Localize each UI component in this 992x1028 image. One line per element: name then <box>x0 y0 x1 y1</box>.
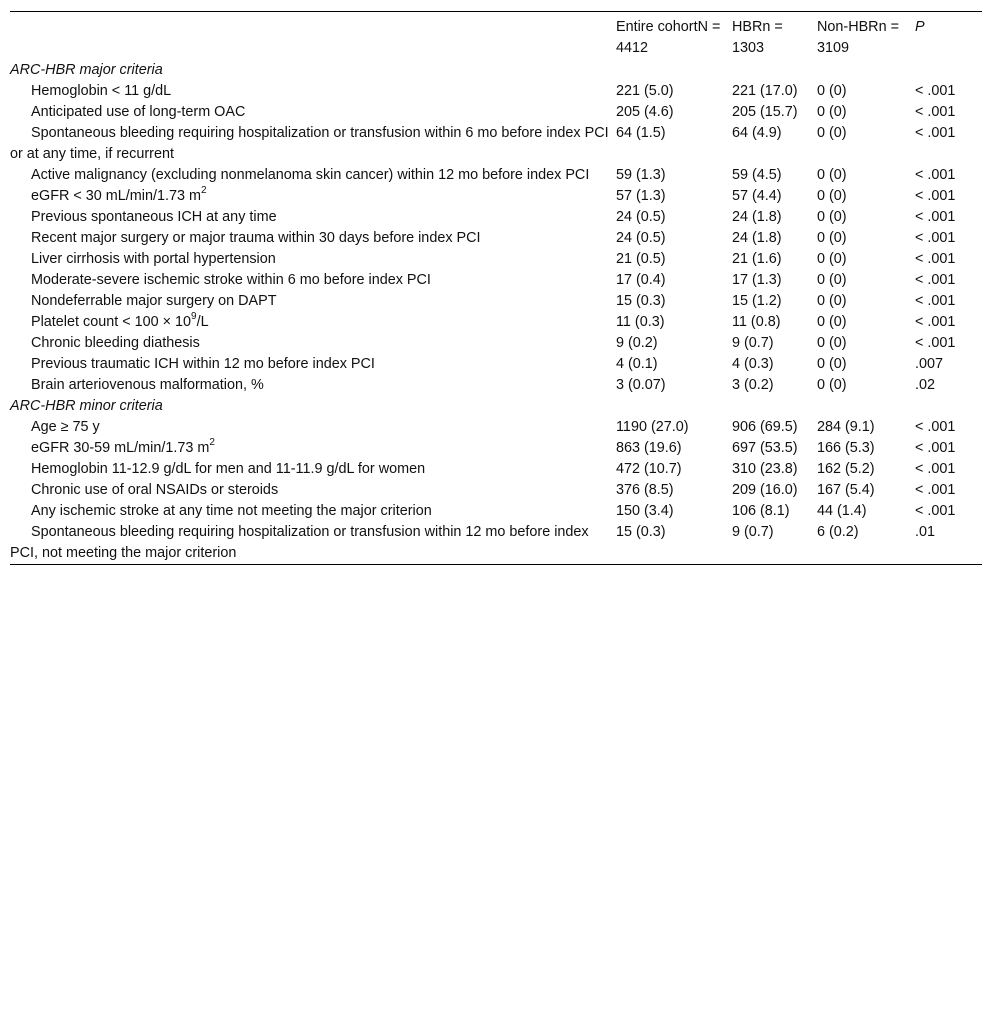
non-hbr-cell: 162 (5.2) <box>817 461 875 477</box>
p-value-cell: < .001 <box>915 209 956 225</box>
header-p-value: P <box>915 19 925 35</box>
entire-cohort-cell: 15 (0.3) <box>616 524 666 540</box>
non-hbr-cell: 0 (0) <box>817 293 847 309</box>
criterion-label <box>10 312 616 333</box>
table-row <box>10 249 982 270</box>
p-value-cell: < .001 <box>915 335 956 351</box>
criterion-text: Previous traumatic ICH within 12 mo before index PCI <box>31 356 375 372</box>
criterion-text: Chronic use of oral NSAIDs or steroids <box>31 482 279 498</box>
p-value-cell: .007 <box>915 356 944 372</box>
criterion-text: Moderate-severe ischemic stroke within 6 mo before index PCI <box>31 272 431 288</box>
hbr-cell: 209 (16.0) <box>732 482 798 498</box>
entire-cohort-cell: 472 (10.7) <box>616 461 682 477</box>
non-hbr-cell: 0 (0) <box>817 230 847 246</box>
header-criteria <box>10 12 616 61</box>
criterion-label <box>10 165 616 186</box>
entire-cohort-cell: 205 (4.6) <box>616 104 674 120</box>
table-body <box>10 60 982 565</box>
hbr-cell: 9 (0.7) <box>732 524 774 540</box>
non-hbr-cell: 0 (0) <box>817 377 847 393</box>
p-value-cell: < .001 <box>915 104 956 120</box>
entire-cohort-cell: 1190 (27.0) <box>616 419 689 435</box>
criterion-text: Chronic bleeding diathesis <box>31 335 200 351</box>
table-row <box>10 522 982 565</box>
criterion-text: Hemoglobin 11-12.9 g/dL for men and 11-11.9 g/dL for women <box>31 461 426 477</box>
non-hbr-cell: 0 (0) <box>817 314 847 330</box>
criterion-text: eGFR < 30 mL/min/1.73 m <box>31 188 201 204</box>
non-hbr-cell: 284 (9.1) <box>817 419 875 435</box>
entire-cohort-cell: 863 (19.6) <box>616 440 682 456</box>
header-non-hbr: Non-HBRn = 3109 <box>817 19 899 56</box>
superscript: 2 <box>209 437 215 449</box>
criterion-text: Liver cirrhosis with portal hypertension <box>31 251 276 267</box>
entire-cohort-cell: 17 (0.4) <box>616 272 666 288</box>
table-row <box>10 312 982 333</box>
p-value-cell: < .001 <box>915 188 956 204</box>
non-hbr-cell: 0 (0) <box>817 104 847 120</box>
non-hbr-cell: 0 (0) <box>817 188 847 204</box>
entire-cohort-cell: 59 (1.3) <box>616 167 666 183</box>
entire-cohort-cell: 4 (0.1) <box>616 356 658 372</box>
non-hbr-cell: 0 (0) <box>817 125 847 141</box>
criterion-label <box>10 249 616 270</box>
table-row <box>10 291 982 312</box>
table-row <box>10 207 982 228</box>
hbr-cell: 64 (4.9) <box>732 125 782 141</box>
criterion-text: Anticipated use of long-term OAC <box>31 104 246 120</box>
hbr-cell: 21 (1.6) <box>732 251 782 267</box>
table-header <box>10 12 982 61</box>
hbr-cell: 3 (0.2) <box>732 377 774 393</box>
criterion-text: Recent major surgery or major trauma within 30 days before index PCI <box>31 230 481 246</box>
p-value-cell: .01 <box>915 524 936 540</box>
table-row <box>10 123 982 165</box>
p-value-cell: < .001 <box>915 461 956 477</box>
section-title: ARC-HBR major criteria <box>10 62 163 78</box>
p-value-cell: < .001 <box>915 83 956 99</box>
p-value-cell: < .001 <box>915 230 956 246</box>
superscript: 9 <box>191 311 197 323</box>
hbr-cell: 221 (17.0) <box>732 83 798 99</box>
table-row <box>10 228 982 249</box>
criterion-label <box>10 501 616 522</box>
hbr-cell: 906 (69.5) <box>732 419 798 435</box>
hbr-cell: 57 (4.4) <box>732 188 782 204</box>
p-value-cell: < .001 <box>915 503 956 519</box>
non-hbr-cell: 0 (0) <box>817 167 847 183</box>
criterion-text: Previous spontaneous ICH at any time <box>31 209 277 225</box>
criterion-label <box>10 459 616 480</box>
criterion-label <box>10 375 616 396</box>
section-major <box>10 60 982 81</box>
hbr-cell: 24 (1.8) <box>732 209 782 225</box>
criterion-label <box>10 354 616 375</box>
criterion-label <box>10 480 616 501</box>
p-value-cell: < .001 <box>915 272 956 288</box>
entire-cohort-cell: 24 (0.5) <box>616 209 666 225</box>
header-row <box>10 12 982 61</box>
header-entire-cohort: Entire cohortN = 4412 <box>616 19 721 56</box>
entire-cohort-cell: 64 (1.5) <box>616 125 666 141</box>
criterion-label <box>10 123 616 165</box>
p-value-cell: < .001 <box>915 251 956 267</box>
hbr-cell: 4 (0.3) <box>732 356 774 372</box>
table-row <box>10 186 982 207</box>
criterion-label <box>10 228 616 249</box>
criterion-label <box>10 438 616 459</box>
p-value-cell: < .001 <box>915 293 956 309</box>
entire-cohort-cell: 11 (0.3) <box>616 314 665 330</box>
table-row <box>10 375 982 396</box>
hbr-cell: 697 (53.5) <box>732 440 798 456</box>
table-row <box>10 480 982 501</box>
entire-cohort-cell: 3 (0.07) <box>616 377 666 393</box>
non-hbr-cell: 166 (5.3) <box>817 440 875 456</box>
hbr-cell: 59 (4.5) <box>732 167 782 183</box>
entire-cohort-cell: 9 (0.2) <box>616 335 658 351</box>
p-value-cell: < .001 <box>915 125 956 141</box>
criterion-text: Any ischemic stroke at any time not meeting the major criterion <box>31 503 432 519</box>
criterion-text: Hemoglobin < 11 g/dL <box>31 83 172 99</box>
criterion-text: Age ≥ 75 y <box>31 419 100 435</box>
table-row <box>10 417 982 438</box>
non-hbr-cell: 0 (0) <box>817 209 847 225</box>
p-value-cell: < .001 <box>915 419 956 435</box>
hbr-cell: 205 (15.7) <box>732 104 798 120</box>
table-row <box>10 501 982 522</box>
hbr-cell: 310 (23.8) <box>732 461 798 477</box>
criterion-label <box>10 291 616 312</box>
section-title: ARC-HBR minor criteria <box>10 398 163 414</box>
non-hbr-cell: 0 (0) <box>817 356 847 372</box>
table-row <box>10 438 982 459</box>
table-row <box>10 333 982 354</box>
table-row <box>10 354 982 375</box>
criterion-text-tail: /L <box>196 314 209 330</box>
hbr-cell: 9 (0.7) <box>732 335 774 351</box>
non-hbr-cell: 0 (0) <box>817 83 847 99</box>
criterion-text: Active malignancy (excluding nonmelanoma skin cancer) within 12 mo before index PCI <box>31 167 590 183</box>
p-value-cell: < .001 <box>915 314 956 330</box>
criterion-text: Spontaneous bleeding requiring hospitalization or transfusion within 6 mo before index PCI or at any time, if recurrent <box>10 125 609 162</box>
table-row <box>10 102 982 123</box>
non-hbr-cell: 167 (5.4) <box>817 482 875 498</box>
criterion-text: Nondeferrable major surgery on DAPT <box>31 293 277 309</box>
criterion-label <box>10 186 616 207</box>
criterion-label <box>10 207 616 228</box>
entire-cohort-cell: 221 (5.0) <box>616 83 674 99</box>
hbr-cell: 24 (1.8) <box>732 230 782 246</box>
table-row <box>10 459 982 480</box>
entire-cohort-cell: 376 (8.5) <box>616 482 674 498</box>
criterion-label <box>10 522 616 565</box>
non-hbr-cell: 0 (0) <box>817 335 847 351</box>
entire-cohort-cell: 21 (0.5) <box>616 251 666 267</box>
p-value-cell: .02 <box>915 377 936 393</box>
criterion-text: Platelet count < 100 × 10 <box>31 314 192 330</box>
criterion-text: eGFR 30-59 mL/min/1.73 m <box>31 440 210 456</box>
criterion-label <box>10 81 616 102</box>
criterion-label <box>10 102 616 123</box>
table-row <box>10 81 982 102</box>
p-value-cell: < .001 <box>915 482 956 498</box>
entire-cohort-cell: 24 (0.5) <box>616 230 666 246</box>
superscript: 2 <box>200 185 207 197</box>
criterion-label <box>10 417 616 438</box>
hbr-cell: 17 (1.3) <box>732 272 782 288</box>
section-minor <box>10 396 982 417</box>
non-hbr-cell: 0 (0) <box>817 251 847 267</box>
criterion-text: Spontaneous bleeding requiring hospitalization or transfusion within 12 mo before index PCI, not meeting the major criterion <box>10 524 589 561</box>
criterion-label <box>10 270 616 291</box>
table-row <box>10 165 982 186</box>
entire-cohort-cell: 150 (3.4) <box>616 503 674 519</box>
header-hbr: HBRn = 1303 <box>732 19 783 56</box>
non-hbr-cell: 0 (0) <box>817 272 847 288</box>
entire-cohort-cell: 57 (1.3) <box>616 188 666 204</box>
criterion-label <box>10 333 616 354</box>
hbr-cell: 11 (0.8) <box>732 314 781 330</box>
non-hbr-cell: 44 (1.4) <box>817 503 867 519</box>
p-value-cell: < .001 <box>915 167 956 183</box>
table-row <box>10 270 982 291</box>
hbr-cell: 106 (8.1) <box>732 503 790 519</box>
hbr-cell: 15 (1.2) <box>732 293 782 309</box>
non-hbr-cell: 6 (0.2) <box>817 524 859 540</box>
entire-cohort-cell: 15 (0.3) <box>616 293 666 309</box>
p-value-cell: < .001 <box>915 440 956 456</box>
criteria-table <box>10 11 982 565</box>
criterion-text: Brain arteriovenous malformation, % <box>31 377 264 393</box>
